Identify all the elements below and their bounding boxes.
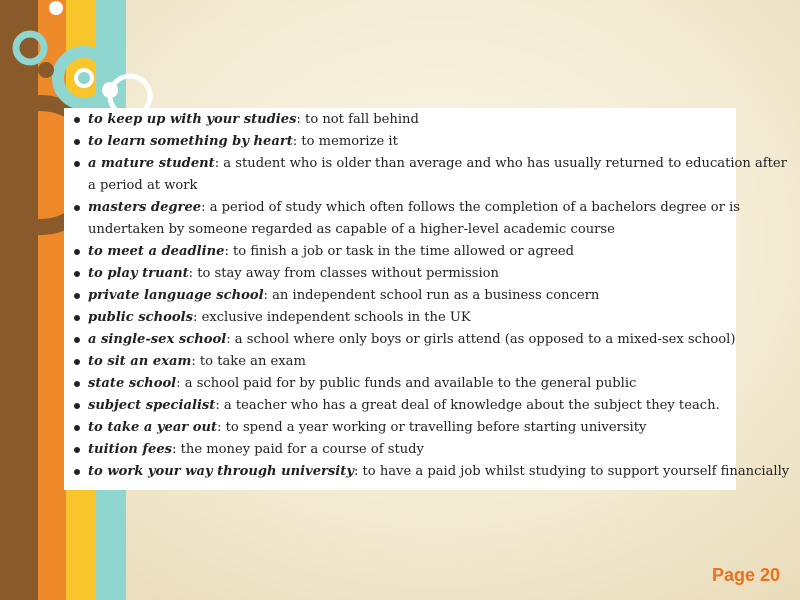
vocabulary-panel (64, 108, 790, 490)
list-item (68, 109, 728, 131)
list-item (68, 241, 728, 263)
definition: : to take an exam (191, 354, 306, 369)
list-item (68, 285, 728, 307)
bullet-icon (74, 403, 80, 409)
definition: : to have a paid job whilst studying to support yourself financially (353, 464, 790, 479)
definition: : a school paid for by public funds and available to the general public (176, 376, 637, 391)
list-item (68, 263, 728, 285)
term: to play truant (88, 266, 189, 281)
term: tuition fees (88, 442, 173, 457)
term: masters degree (88, 200, 202, 215)
definition: : to stay away from classes without permission (188, 266, 499, 281)
term: to learn something by heart (88, 134, 293, 149)
definition-continuation: a period at work (88, 178, 198, 193)
bullet-icon (74, 359, 80, 365)
term: to work your way through university (88, 464, 354, 479)
list-item (68, 417, 728, 439)
list-item (68, 131, 728, 153)
term: state school (88, 376, 177, 391)
term: to take a year out (88, 420, 218, 435)
term: a single-sex school (88, 332, 227, 347)
definition: : exclusive independent schools in the UK (193, 310, 471, 325)
definition: : to finish a job or task in the time allowed or agreed (224, 244, 574, 259)
definition: : the money paid for a course of study (172, 442, 424, 457)
bullet-icon (74, 469, 80, 475)
term: subject specialist (88, 398, 216, 413)
definition: : a student who is older than average and who has usually returned to education after (214, 156, 787, 171)
bullet-icon (74, 161, 80, 167)
definition: : a period of study which often follows the completion of a bachelors degree or is (201, 200, 740, 215)
term: to meet a deadline (88, 244, 225, 259)
term: private language school (88, 288, 264, 303)
definition-continuation: undertaken by someone regarded as capable of a higher-level academic course (88, 222, 615, 237)
vocabulary-list (68, 109, 790, 483)
definition: : to not fall behind (296, 112, 419, 127)
bullet-icon (74, 381, 80, 387)
definition: : a teacher who has a great deal of knowledge about the subject they teach. (215, 398, 720, 413)
page-number: Page 20 (711, 565, 780, 585)
bullet-icon (74, 139, 80, 145)
bullet-icon (74, 271, 80, 277)
list-item (68, 329, 736, 351)
bullet-icon (74, 447, 80, 453)
bullet-icon (74, 249, 80, 255)
bullet-icon (74, 293, 80, 299)
definition: : a school where only boys or girls attend (as opposed to a mixed-sex school) (226, 332, 736, 347)
list-item (68, 395, 728, 417)
term: to sit an exam (88, 354, 192, 369)
list-item (68, 197, 740, 241)
list-item (68, 461, 790, 483)
term: to keep up with your studies (88, 112, 297, 127)
term: public schools (88, 310, 193, 325)
list-item (68, 307, 728, 329)
bullet-icon (74, 205, 80, 211)
definition: : an independent school run as a business concern (263, 288, 600, 303)
list-item (68, 351, 728, 373)
list-item (68, 153, 787, 197)
term: a mature student (88, 156, 215, 171)
definition: : to spend a year working or travelling before starting university (217, 420, 647, 435)
bullet-icon (74, 337, 80, 343)
list-item (68, 373, 728, 395)
definition: : to memorize it (292, 134, 398, 149)
list-item (68, 439, 728, 461)
bullet-icon (74, 425, 80, 431)
bullet-icon (74, 117, 80, 123)
bullet-icon (74, 315, 80, 321)
